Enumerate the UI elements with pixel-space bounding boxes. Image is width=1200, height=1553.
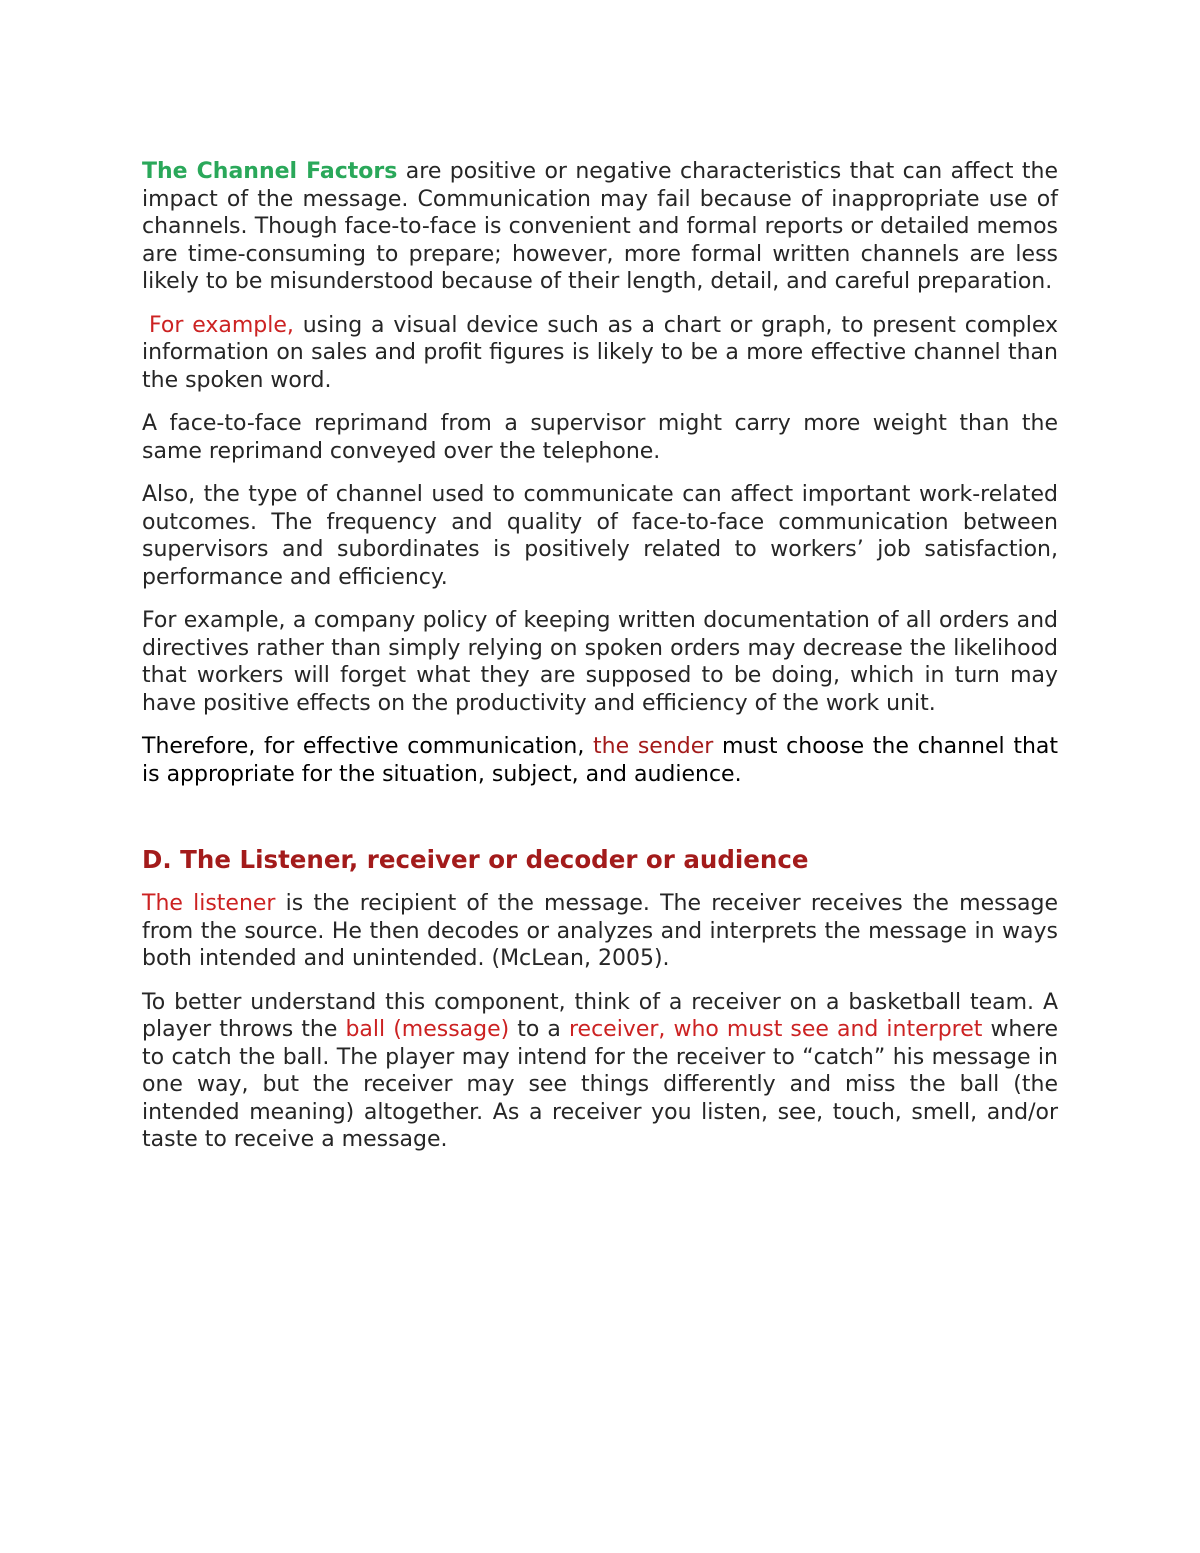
- section-heading-listener: D. The Listener, receiver or decoder or audience: [142, 845, 809, 874]
- paragraph-sender-choice: [142, 733, 1058, 788]
- paragraph-text: Therefore, for effective communication,: [142, 734, 594, 759]
- term-channel-factors: The Channel Factors: [142, 159, 398, 184]
- paragraph-text: where to catch the ball. The player may intend for the receiver to “catch” his message in one way, but the receiver may see things differently and miss the ball (the intended meaning) altogether. As a receiver you listen, see, touch, smell, and/or taste to receive a message.: [142, 1017, 1059, 1152]
- highlight-the-sender: the sender: [593, 734, 714, 759]
- paragraph-text: To better understand this component, think of a receiver on a basketball team. A player throws the: [142, 989, 1058, 1042]
- highlight-ball-message: ball (message): [345, 1017, 510, 1042]
- paragraph-text: For example, a company policy of keeping written documentation of all orders and directives rather than simply relying on spoken orders may decrease the likelihood that workers will forget what they are supposed to be doing, which in turn may have positive effects on the productivity and efficiency of the work unit.: [142, 608, 1058, 716]
- paragraph-text: Also, the type of channel used to communicate can affect important work-related outcomes. The frequency and quality of face-to-face communication between supervisors and subordinates is positively related to workers’ job satisfaction, performance and efficiency.: [142, 482, 1058, 590]
- paragraph-company-policy: [142, 607, 1058, 717]
- paragraph-basketball: [142, 989, 1058, 1154]
- paragraph-text: are positive or negative characteristics that can affect the impact of the message. Communication may fail because of inappropriate use of channels. Though face-to-face is convenient and formal reports or detailed memos are time-consuming to prepare; however, more formal written channels are less likely to be misunderstood because of their length, detail, and careful preparation.: [142, 159, 1058, 294]
- paragraph-channel-type: [142, 481, 1058, 591]
- paragraph-channel-factors: [142, 158, 1058, 296]
- term-the-listener: The listener: [142, 891, 276, 916]
- paragraph-example-visual: [142, 312, 1058, 395]
- paragraph-text: to a: [509, 1017, 569, 1042]
- paragraph-reprimand: [142, 410, 1058, 465]
- paragraph-text: A face-to-face reprimand from a supervisor might carry more weight than the same reprimand conveyed over the telephone.: [142, 411, 1058, 464]
- highlight-receiver: receiver, who must see and interpret: [568, 1017, 983, 1042]
- paragraph-text: must choose the channel that is appropriate for the situation, subject, and audience.: [142, 734, 1058, 787]
- paragraph-text: using a visual device such as a chart or graph, to present complex information on sales and profit figures is likely to be a more effective channel than the spoken word.: [142, 312, 1058, 393]
- paragraph-listener: [142, 890, 1058, 973]
- document-body: [142, 158, 1058, 1170]
- lead-for-example: For example,: [149, 312, 294, 338]
- paragraph-text: is the recipient of the message. The receiver receives the message from the source. He then decodes or analyzes and interprets the message in ways both intended and unintended. (McLean, 2005).: [142, 891, 1059, 971]
